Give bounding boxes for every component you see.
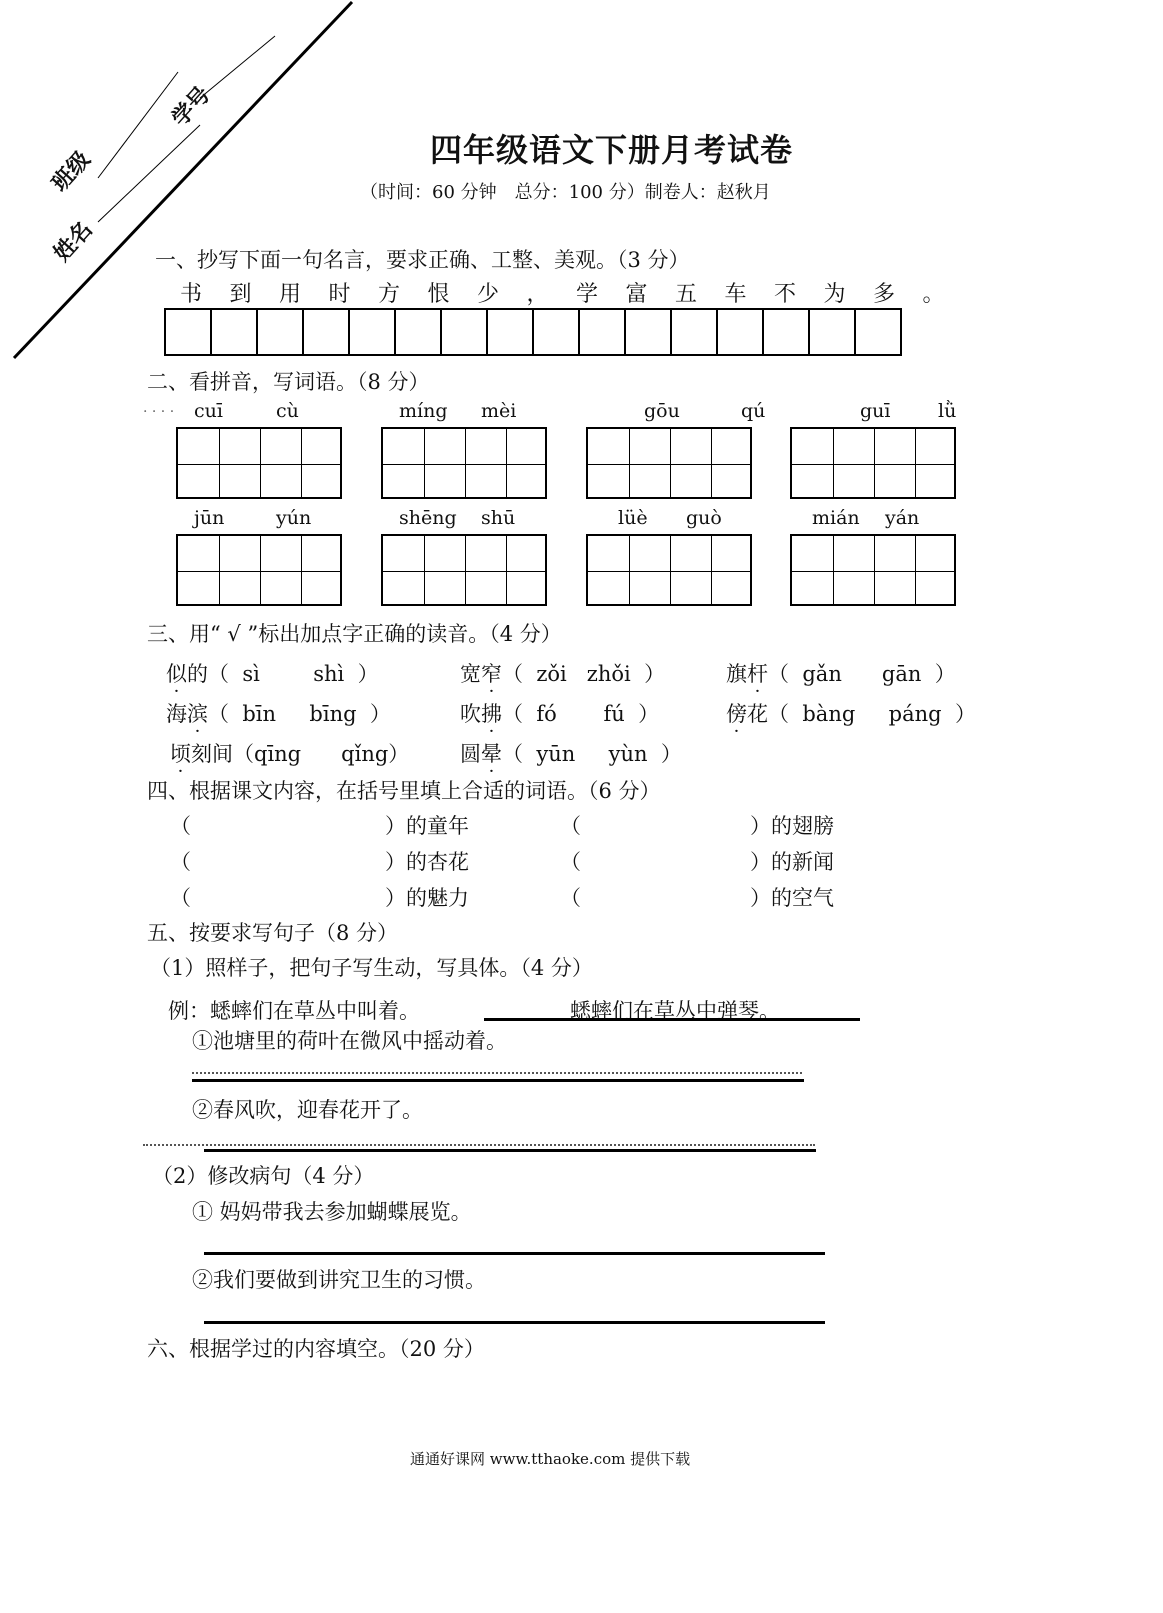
q1-grid-cell[interactable] <box>440 308 488 356</box>
q3-options[interactable]: （ fó fú ） <box>502 702 660 726</box>
q3-options[interactable]: （ sì shì ） <box>208 662 379 686</box>
q1-grid-cell[interactable] <box>854 308 902 356</box>
q5-sentence-3: ① 妈妈带我去参加蝴蝶展览。 <box>192 1200 472 1224</box>
q3-heading: 三、用“ √ ”标出加点字正确的读音。（4 分） <box>147 622 562 646</box>
q3-char: 窄 <box>481 662 502 686</box>
grid-line <box>670 429 671 497</box>
q4-blank[interactable] <box>192 882 383 908</box>
q1-quote-char: 书 <box>180 282 203 307</box>
q1-quote-char: 方 <box>378 282 401 307</box>
q1-quote <box>180 277 972 308</box>
q1-quote-char: 车 <box>724 282 747 307</box>
q4-phrase: ）的新闻 <box>750 850 834 874</box>
q5-part1: （1）照样子，把句子写生动，写具体。（4 分） <box>150 956 593 980</box>
q1-quote-char: 恨 <box>427 282 450 307</box>
q2-answer-box[interactable] <box>176 534 342 606</box>
q2-pinyin: míng <box>399 400 448 422</box>
q3-item <box>166 658 379 688</box>
q3-char: 吹 <box>460 702 481 726</box>
q3-char: 的 <box>187 662 208 686</box>
grid-line <box>711 536 712 604</box>
q2-pinyin: gōu <box>644 400 680 422</box>
grid-line <box>301 536 302 604</box>
q5-example-answer: 蟋蟀们在草丛中弹琴。 <box>570 999 780 1023</box>
q5-sentence-1: ①池塘里的荷叶在微风中摇动着。 <box>192 1029 507 1053</box>
q2-pinyin: yún <box>276 507 312 529</box>
q3-item <box>460 698 659 728</box>
q4-blank[interactable] <box>582 846 748 872</box>
q3-item <box>726 658 956 688</box>
q2-pinyin: yán <box>885 507 920 529</box>
student-number-label: 学号 <box>166 81 216 132</box>
page-subtitle: （时间：60 分钟 总分：100 分）制卷人：赵秋月 <box>360 182 771 203</box>
page-footer: 通通好课网 www.tthaoke.com 提供下载 <box>410 1450 691 1468</box>
q2-answer-box[interactable] <box>790 534 956 606</box>
q1-quote-char: 富 <box>625 282 648 307</box>
q5-example-line <box>484 1018 860 1021</box>
grid-line <box>629 429 630 497</box>
q3-item <box>460 658 665 688</box>
q4-blank[interactable] <box>582 882 748 908</box>
q3-options[interactable]: （ zǒi zhǒi ） <box>502 662 666 686</box>
q5-sentence-2: ②春风吹，迎春花开了。 <box>192 1098 423 1122</box>
q1-grid-cell[interactable] <box>302 308 350 356</box>
grid-line <box>465 429 466 497</box>
q3-char: 刻间 <box>191 742 233 766</box>
grid-line <box>219 536 220 604</box>
q1-grid-cell[interactable] <box>486 308 534 356</box>
q5-answer-line-3[interactable] <box>204 1252 825 1255</box>
q1-grid-cell[interactable] <box>164 308 212 356</box>
q3-options[interactable]: （ bīn bīng ） <box>208 702 391 726</box>
grid-line <box>588 464 750 465</box>
q1-grid-cell[interactable] <box>762 308 810 356</box>
grid-line <box>178 464 340 465</box>
grid-line <box>792 464 954 465</box>
grid-line <box>506 536 507 604</box>
q2-dots: · · · · <box>143 404 175 420</box>
q3-char: 滨 <box>187 702 208 726</box>
grid-line <box>874 429 875 497</box>
q4-blank[interactable] <box>582 810 748 836</box>
q4-open-paren: （ <box>560 850 581 874</box>
q2-pinyin: mèi <box>481 400 517 422</box>
grid-line <box>424 429 425 497</box>
q3-char: 傍 <box>726 702 747 726</box>
q1-quote-char: 五 <box>675 282 698 307</box>
q4-open-paren: （ <box>170 886 191 910</box>
q1-quote-char: 少 <box>477 282 500 307</box>
grid-line <box>711 429 712 497</box>
q2-answer-box[interactable] <box>381 427 547 499</box>
q2-pinyin: cuī <box>194 400 223 422</box>
q2-pinyin: shēng <box>399 507 457 529</box>
q3-options[interactable]: （qīng qǐng） <box>233 742 410 766</box>
name-label: 姓名 <box>48 216 98 267</box>
grid-line <box>260 536 261 604</box>
q4-phrase: ）的空气 <box>750 886 834 910</box>
q1-quote-char: 为 <box>823 282 846 307</box>
q1-quote-char: 到 <box>229 282 252 307</box>
q3-char: 顷 <box>170 742 191 766</box>
q1-grid-cell[interactable] <box>210 308 258 356</box>
grid-line <box>424 536 425 604</box>
grid-line <box>588 571 750 572</box>
q1-quote-char: 多 <box>873 282 896 307</box>
q2-pinyin: lǜ <box>938 400 957 422</box>
q4-open-paren: （ <box>170 814 191 838</box>
q3-char: 晕 <box>481 742 502 766</box>
q4-phrase: ）的翅膀 <box>750 814 834 838</box>
grid-line <box>260 429 261 497</box>
q1-grid-cell[interactable] <box>716 308 764 356</box>
q3-item <box>726 698 976 728</box>
q2-pinyin: guò <box>686 507 722 529</box>
q2-pinyin: lüè <box>618 507 648 529</box>
grid-line <box>874 536 875 604</box>
q3-options[interactable]: （ yūn yùn ） <box>502 742 682 766</box>
q1-quote-char: 学 <box>576 282 599 307</box>
grid-line <box>301 429 302 497</box>
q4-phrase: ）的魅力 <box>385 886 469 910</box>
class-label: 班级 <box>46 146 96 197</box>
q3-options[interactable]: （ gǎn gān ） <box>768 662 956 686</box>
q5-answer-line-2[interactable] <box>204 1149 816 1152</box>
grid-line <box>915 536 916 604</box>
q2-answer-box[interactable] <box>790 427 956 499</box>
q2-pinyin: qú <box>741 400 766 422</box>
q4-blank[interactable] <box>192 810 383 836</box>
q3-item <box>166 698 391 728</box>
q5-dotted-1 <box>192 1072 802 1074</box>
grid-line <box>383 571 545 572</box>
q5-dotted-2 <box>143 1144 815 1146</box>
q3-options[interactable]: （ bàng páng ） <box>768 702 976 726</box>
q1-quote-char: 用 <box>279 282 302 307</box>
q2-pinyin: jūn <box>194 507 225 529</box>
grid-line <box>792 571 954 572</box>
q5-heading: 五、按要求写句子（8 分） <box>147 921 399 945</box>
q2-pinyin: mián <box>812 507 860 529</box>
q1-writing-grid[interactable] <box>166 308 902 356</box>
q1-heading: 一、抄写下面一句名言，要求正确、工整、美观。（3 分） <box>155 248 690 272</box>
q3-item <box>460 738 682 768</box>
q4-phrase: ）的童年 <box>385 814 469 838</box>
grid-line <box>670 536 671 604</box>
q4-phrase: ）的杏花 <box>385 850 469 874</box>
q2-answer-box[interactable] <box>176 427 342 499</box>
grid-line <box>629 536 630 604</box>
q2-answer-box[interactable] <box>586 427 752 499</box>
grid-line <box>465 536 466 604</box>
q6-heading: 六、根据学过的内容填空。（20 分） <box>147 1337 485 1361</box>
q2-answer-box[interactable] <box>586 534 752 606</box>
grid-line <box>178 571 340 572</box>
q1-grid-cell[interactable] <box>624 308 672 356</box>
q2-answer-box[interactable] <box>381 534 547 606</box>
q1-quote-char: 不 <box>774 282 797 307</box>
q3-char: 花 <box>747 702 768 726</box>
q3-char: 似 <box>166 662 187 686</box>
q5-sentence-4: ②我们要做到讲究卫生的习惯。 <box>192 1268 486 1292</box>
q1-grid-cell[interactable] <box>532 308 580 356</box>
q2-pinyin: cù <box>276 400 299 422</box>
q1-grid-cell[interactable] <box>256 308 304 356</box>
q1-quote-char: ， <box>526 282 549 307</box>
page-title: 四年级语文下册月考试卷 <box>430 131 794 169</box>
grid-line <box>383 464 545 465</box>
q1-grid-cell[interactable] <box>808 308 856 356</box>
q1-grid-cell[interactable] <box>578 308 626 356</box>
grid-line <box>833 429 834 497</box>
q4-open-paren: （ <box>170 850 191 874</box>
q3-char: 拂 <box>481 702 502 726</box>
q2-heading: 二、看拼音，写词语。（8 分） <box>147 370 430 394</box>
q3-char: 杆 <box>747 662 768 686</box>
q3-char: 海 <box>166 702 187 726</box>
q4-heading: 四、根据课文内容，在括号里填上合适的词语。（6 分） <box>147 779 661 803</box>
q5-answer-line-4[interactable] <box>204 1321 825 1324</box>
grid-line <box>833 536 834 604</box>
q3-item <box>170 738 409 768</box>
grid-line <box>915 429 916 497</box>
q1-grid-cell[interactable] <box>670 308 718 356</box>
q1-grid-cell[interactable] <box>348 308 396 356</box>
q1-quote-char: 时 <box>328 282 351 307</box>
q5-part2: （2）修改病句（4 分） <box>152 1164 375 1188</box>
q2-pinyin: shū <box>481 507 516 529</box>
q3-char: 旗 <box>726 662 747 686</box>
q5-example-label: 例：蟋蟀们在草丛中叫着。 <box>168 999 420 1023</box>
grid-line <box>219 429 220 497</box>
q4-blank[interactable] <box>192 846 383 872</box>
q5-answer-line-1[interactable] <box>192 1079 804 1082</box>
q1-quote-char: 。 <box>922 282 945 307</box>
q4-open-paren: （ <box>560 886 581 910</box>
grid-line <box>506 429 507 497</box>
q4-open-paren: （ <box>560 814 581 838</box>
q3-char: 圆 <box>460 742 481 766</box>
q3-char: 宽 <box>460 662 481 686</box>
q2-pinyin: guī <box>860 400 891 422</box>
q1-grid-cell[interactable] <box>394 308 442 356</box>
